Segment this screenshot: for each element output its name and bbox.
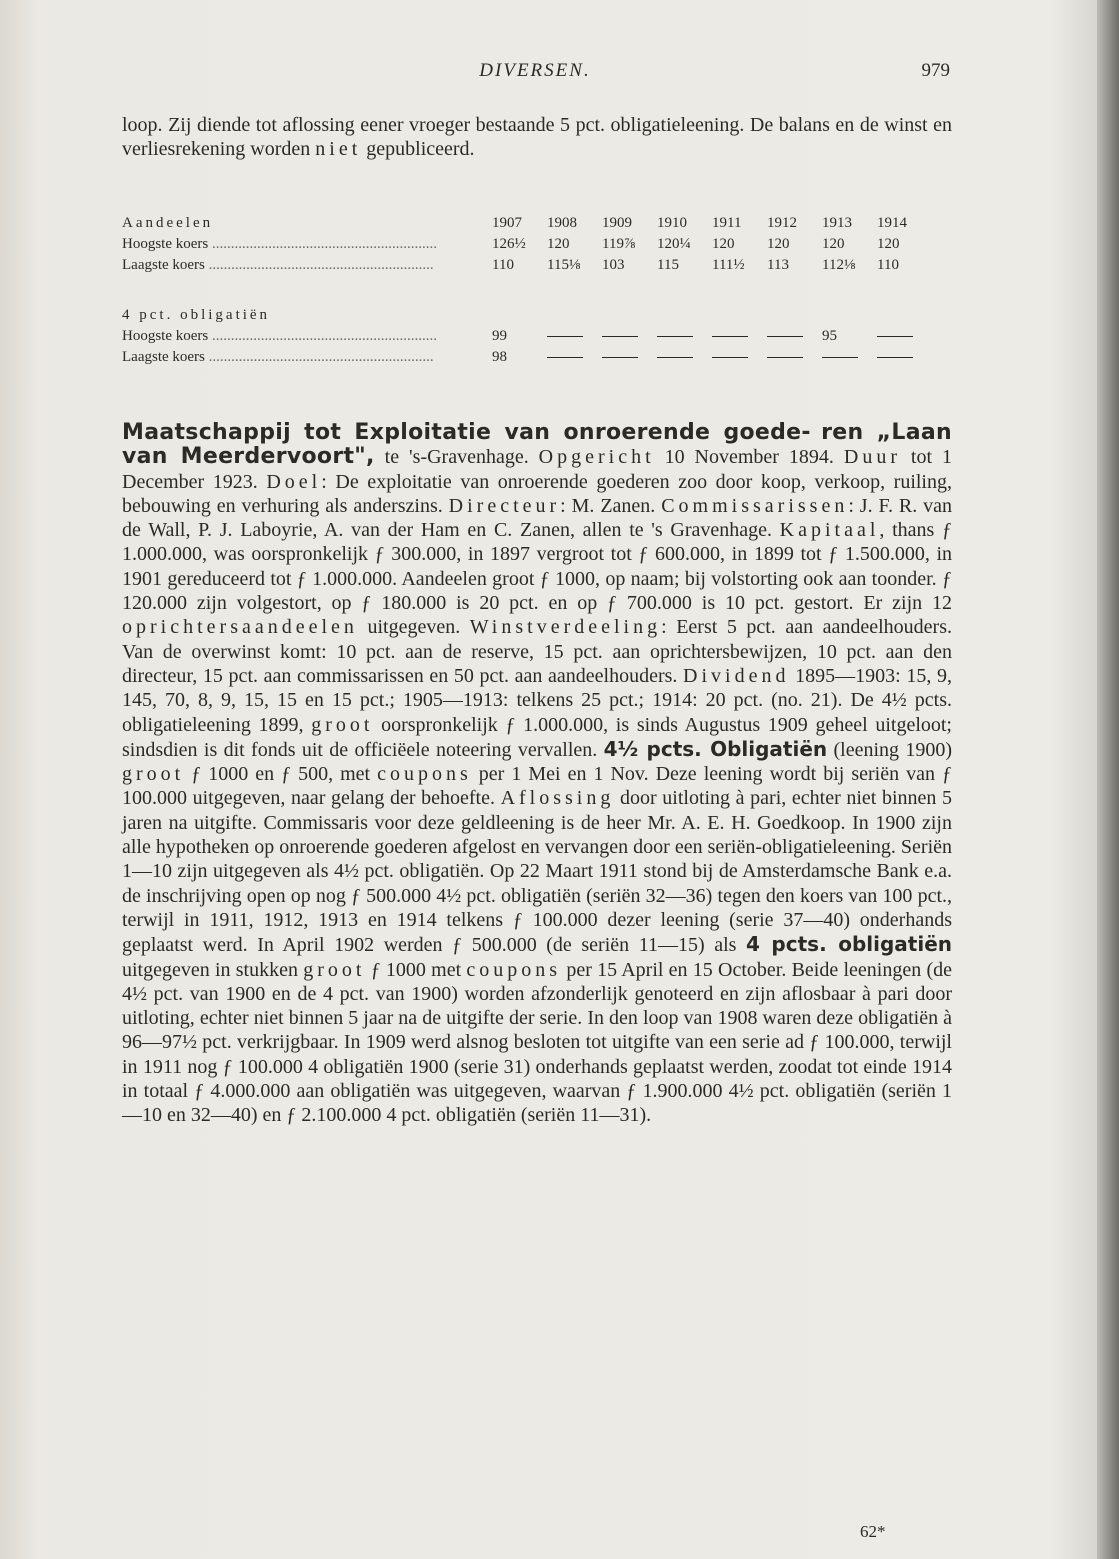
row-label [122,255,492,276]
table-cell: 115 [657,257,679,273]
dash-mark [877,347,913,358]
table-cell: 120 [822,236,845,252]
table-cell: 120 [712,236,735,252]
coupons-label-1: coupons [377,763,472,786]
table-cell: 95 [822,328,837,344]
page-number: 979 [921,60,950,81]
company-name-line1: Maatschappij tot Exploitatie van onroerende goede- [122,420,811,445]
table-cell [712,347,767,368]
duur-value: tot 1 December 1923. [122,446,952,493]
table-cell: 98 [492,349,507,365]
page-header [120,60,950,90]
groot-label-2: groot [122,763,185,786]
dash-mark [822,347,858,358]
year-header: 1907 [492,215,522,231]
dash-mark [657,326,693,337]
dash-mark [547,347,583,358]
table-cell [602,326,657,347]
groot-label-3: groot [303,958,366,981]
oprichtersaandeelen-label: oprichtersaandeelen [122,616,358,639]
company-entry [122,421,952,1128]
winstverdeeling-value: : Eerst 5 pct. aan aandeelhouders. Van de overwinst komt: 10 pct. aan de reserve, 15 pct. aan oprichtersbewijzen, 10 pct. aan den directeur, 15 pct. aan commissarissen en 50 pct. aan aandeelhouders. [122,616,952,687]
dividend-label: Dividend [683,664,790,687]
opgericht-label: Opgericht [538,446,655,469]
table-cell: 99 [492,328,507,344]
dash-mark [767,347,803,358]
intro-text-1: loop. Zij diende tot aflossing eener vroeger bestaande 5 pct. obligatieleening. De balans en de winst en verliesrekening worden [122,114,952,160]
duur-label: Duur [843,446,901,469]
groot-value-1: oorspronkelijk ƒ 1.000.000, is sinds Augustus 1909 geheel uitgeloot; sindsdien is dit fonds uit de officiëele noteering vervallen. [122,713,952,761]
oprichtersaandeelen-value: uitgegeven. [357,616,470,639]
intro-text-2: gepubliceerd. [361,138,475,160]
table-cell: 110 [877,257,899,273]
running-head: DIVERSEN. [479,60,591,81]
table-cell [767,347,822,368]
directeur-label: Directeur [448,494,561,517]
table-cell [877,326,932,347]
section-row [122,305,932,326]
section-label-aandeelen: Aandeelen [122,215,214,231]
table-row [122,234,932,255]
table-cell: 120¼ [657,236,691,252]
table-cell: 113 [767,257,789,273]
year-header: 1911 [712,215,742,231]
dash-mark [602,347,638,358]
table-cell [877,347,932,368]
table-cell [822,347,877,368]
intro-emphasis: niet [315,138,362,160]
row-label-text: Hoogste koers [122,236,209,252]
table-cell: 120 [767,236,790,252]
table-cell [657,326,712,347]
year-header: 1914 [877,215,907,231]
kapitaal-value: , thans ƒ 1.000.000, was oorspronkelijk ƒ 300.000, in 1897 vergroot tot ƒ 600.000, in 1899 tot ƒ 1.500.000, in 1901 gereduceerd tot ƒ 1.000.000. Aandeelen groot ƒ 1000, op naam; bij volstorting ook aan toonder. ƒ 120.000 zijn volgestort, op ƒ 180.000 is 20 pct. en op ƒ 700.000 is 10 pct. gestort. Er zijn 12 [122,519,952,615]
row-label [122,326,492,347]
dash-mark [877,326,913,337]
doel-label: Doel [266,470,322,493]
table-cell: 111½ [712,257,745,273]
table-row [122,255,932,276]
coupons-label-2: coupons [466,958,562,981]
table-cell: 119⅞ [602,236,636,252]
row-label-text: Laagste koers [122,349,205,365]
table-cell: 112⅛ [822,257,856,273]
leader-dots: ............................................................ [208,328,437,344]
coupons-value-2: per 15 April en 15 October. Beide leeningen (de 4½ pct. van 1900 en de 4 pct. van 1900) worden afzonderlijk genoteerd en zijn aflosbaar à pari door uitloting, echter niet binnen 5 jaar na de uitgifte der serie. In den loop van 1908 waren deze obligatiën à 96—97½ pct. verkrijgbaar. In 1909 werd alsnog besloten tot uitgifte van een serie ad ƒ 100.000, terwijl in 1911 nog ƒ 100.000 4 obligatiën 1900 (serie 31) onderhands geplaatst werden, zoodat tot einde 1914 in totaal ƒ 4.000.000 aan obligatiën was uitgegeven, waarvan ƒ 1.900.000 4½ pct. obligatiën (seriën 1—10 en 32—40) en ƒ 2.100.000 4 pct. obligatiën (seriën 11—31). [122,958,952,1127]
koers-table [122,213,932,368]
row-label-text: Hoogste koers [122,328,209,344]
table-cell [602,347,657,368]
obligaties-45-value: (leening 1900) [827,738,953,761]
directeur-value: : M. Zanen. [560,494,662,517]
table-cell: 110 [492,257,514,273]
leader-dots: ............................................................ [204,257,434,273]
table-cell [767,326,822,347]
table-cell: 103 [602,257,625,273]
intro-paragraph [122,113,952,161]
dash-mark [602,326,638,337]
table-cell: 120 [547,236,570,252]
groot-value-3: ƒ 1000 met [365,958,467,981]
table-cell [712,326,767,347]
dash-mark [657,347,693,358]
gap-cell [122,276,932,305]
year-header: 1913 [822,215,852,231]
coupons-value-1: per 1 Mei en 1 Nov. Deze leening wordt bij seriën van ƒ 100.000 uitgegeven, naar gelang der behoefte. [122,763,952,810]
signature-mark: 62* [860,1522,886,1541]
dash-mark [712,347,748,358]
company-name-line2: ren „Laan van Meerdervoort", [122,420,953,470]
table-cell: 120 [877,236,900,252]
kapitaal-label: Kapitaal [779,519,880,542]
table-cell [547,326,602,347]
year-header: 1909 [602,215,632,231]
groot-label-1: groot [311,713,374,736]
dividend-value: 1895—1903: 15, 9, 145, 70, 8, 9, 15, 15 en 15 pct.; 1905—1913: telkens 25 pct.; 1914: 20 pct. (no. 21). De 4½ pcts. obligatieleening 1899, [122,664,952,736]
book-spine-shadow [1097,0,1119,1559]
year-header: 1910 [657,215,687,231]
table-cell: 126½ [492,236,526,252]
row-label [122,234,492,255]
table-row [122,326,932,347]
obligaties-4-value: uitgegeven in stukken [122,958,304,981]
year-header: 1908 [547,215,577,231]
table-cell [657,347,712,368]
leader-dots: ............................................................ [208,236,437,252]
obligaties-45-heading: 4½ pcts. Obligatiën [603,736,828,761]
dash-mark [547,326,583,337]
table-cell [547,347,602,368]
table-row [122,347,932,368]
row-label-text: Laagste koers [122,257,205,273]
commissarissen-value: : J. F. R. van de Wall, P. J. Laboyrie, A. van der Ham en C. Zanen, allen te 's Gravenhage. [122,494,953,542]
dash-mark [712,326,748,337]
table-header-row [122,213,932,234]
company-location: te 's-Gravenhage. [374,446,539,469]
aflossing-value: door uitloting à pari, echter niet binnen 5 jaren na uitgifte. Commissaris voor deze geldleening is de heer Mr. A. E. H. Goedkoop. In 1900 zijn alle hypotheken op onroerende goederen afgelost en vervangen door een seriën-obligatieleening. Seriën 1—10 zijn uitgegeven als 4½ pct. obligatiën. Op 22 Maart 1911 stond bij de Amsterdamsche Bank e.a. de inschrijving open op nog ƒ 500.000 4½ pct. obligatiën (seriën 32—36) tegen den koers van 100 pct., terwijl in 1911, 1912, 1913 en 1914 telkens ƒ 100.000 dezer leening (serie 37—40) onderhands geplaatst werd. In April 1902 werden ƒ 500.000 (de seriën 11—15) als [122,787,953,957]
commissarissen-label: Commissarissen [661,494,849,517]
year-header: 1912 [767,215,797,231]
table-cell: 115⅛ [547,257,581,273]
opgericht-value: 10 November 1894. [654,446,844,469]
winstverdeeling-label: Winstverdeeling [469,616,662,639]
doel-value: : De exploitatie van onroerende goederen zoo door koop, verkoop, ruiling, bebouwing en verhuring als anderszins. [122,470,952,517]
row-label [122,347,492,368]
table-gap [122,276,932,305]
aflossing-label: Aflossing [500,787,615,810]
obligaties-4-heading: 4 pcts. obligatiën [745,932,953,957]
leader-dots: ............................................................ [204,349,434,365]
dash-mark [767,326,803,337]
groot-value-2: ƒ 1000 en ƒ 500, met [184,763,378,786]
section-label-obligatien: 4 pct. obligatiën [122,307,271,323]
